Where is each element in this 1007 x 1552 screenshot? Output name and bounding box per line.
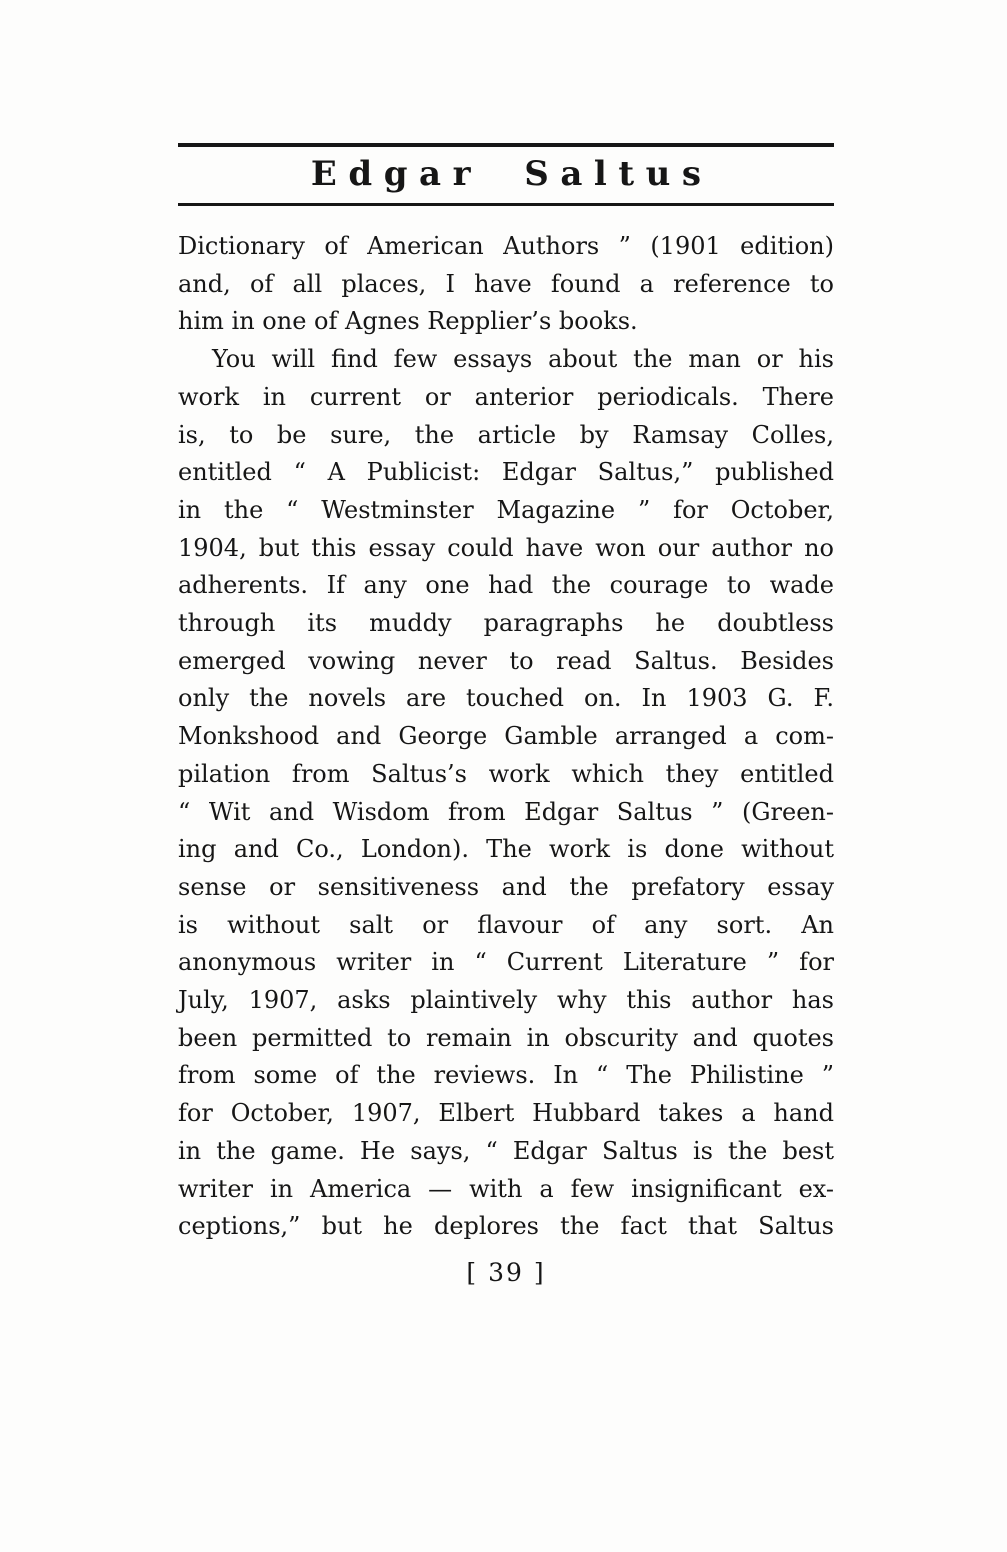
- text-line: been permitted to remain in obscurity and quotes: [178, 1023, 834, 1052]
- text-line: through its muddy paragraphs he doubtless: [178, 609, 834, 638]
- text-line: only the novels are touched on. In 1903 G. F.: [178, 684, 834, 713]
- page-header: [178, 143, 834, 206]
- text-line: adherents. If any one had the courage to wade: [178, 571, 834, 600]
- text-line: in the “ Westminster Magazine ” for October,: [178, 495, 834, 524]
- text-line: You will find few essays about the man or his: [212, 345, 834, 374]
- text-line: Monkshood and George Gamble arranged a com-: [178, 722, 834, 751]
- paragraph: [178, 228, 834, 341]
- top-rule: [178, 143, 834, 147]
- page-number: [ 39 ]: [466, 1258, 546, 1287]
- text-line: ceptions,” but he deplores the fact that Saltus: [178, 1212, 834, 1241]
- text-line: in the game. He says, “ Edgar Saltus is the best: [178, 1136, 834, 1165]
- text-line: and, of all places, I have found a reference to: [178, 269, 834, 298]
- text-line: Dictionary of American Authors ” (1901 edition): [178, 232, 834, 260]
- text-line: writer in America — with a few insignificant ex-: [178, 1174, 834, 1203]
- text-line: July, 1907, asks plaintively why this author has: [178, 986, 834, 1015]
- text-line: pilation from Saltus’s work which they entitled: [178, 759, 834, 788]
- title-rule: [178, 203, 834, 206]
- text-line: emerged vowing never to read Saltus. Besides: [178, 646, 834, 675]
- text-line: is without salt or flavour of any sort. An: [178, 910, 834, 939]
- text-line: ing and Co., London). The work is done without: [178, 835, 834, 864]
- text-line: anonymous writer in “ Current Literature ” for: [178, 948, 834, 977]
- text-line: “ Wit and Wisdom from Edgar Saltus ” (Green-: [178, 797, 834, 826]
- text-line: entitled “ A Publicist: Edgar Saltus,” published: [178, 458, 834, 487]
- text-line: from some of the reviews. In “ The Philistine ”: [178, 1061, 834, 1090]
- paragraph: [178, 341, 834, 1246]
- text-line: for October, 1907, Elbert Hubbard takes a hand: [178, 1099, 834, 1128]
- body-text: [178, 228, 834, 1246]
- text-line: sense or sensitiveness and the prefatory essay: [178, 872, 834, 901]
- text-line: work in current or anterior periodicals. There: [178, 382, 834, 411]
- text-line: is, to be sure, the article by Ramsay Colles,: [178, 420, 834, 449]
- text-line: him in one of Agnes Repplier’s books.: [178, 307, 638, 336]
- text-line: 1904, but this essay could have won our author no: [178, 533, 834, 562]
- page-title: Edgar Saltus: [310, 154, 713, 194]
